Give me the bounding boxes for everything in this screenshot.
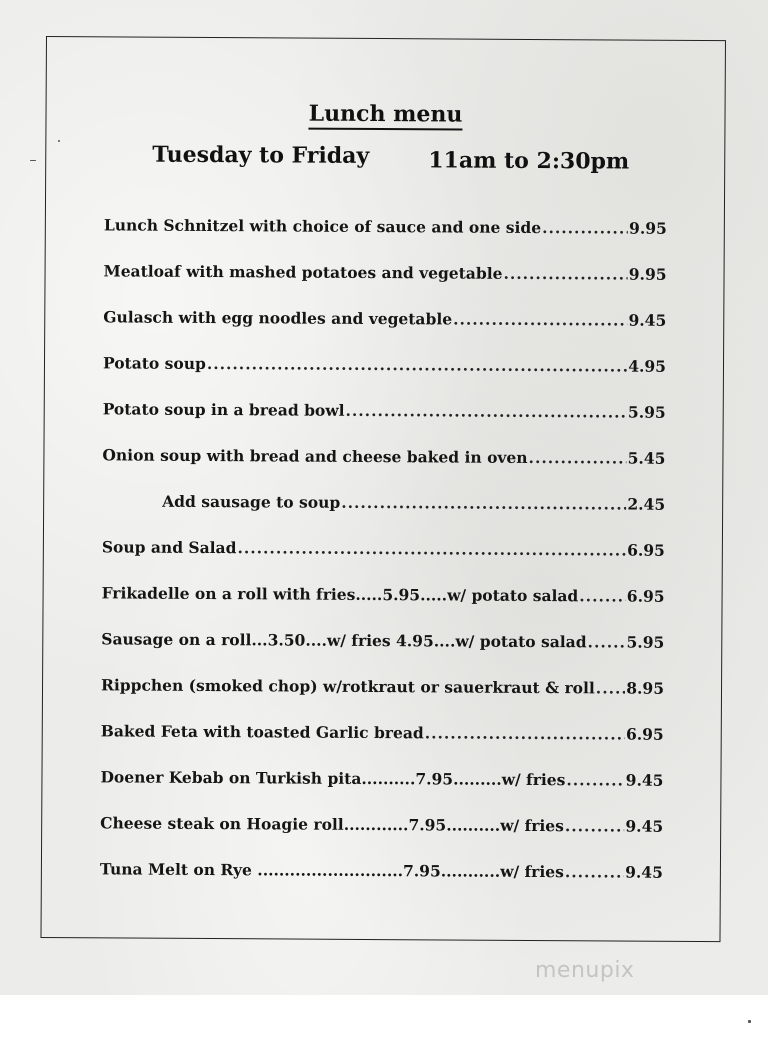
dot-leader bbox=[237, 538, 626, 559]
dot-leader bbox=[579, 586, 626, 605]
menu-item-name: Baked Feta with toasted Garlic bread bbox=[100, 721, 424, 743]
menu-item bbox=[101, 583, 664, 632]
menu-item-price: 9.45 bbox=[625, 862, 663, 882]
menu-item-price: 6.95 bbox=[627, 540, 665, 560]
menu-item bbox=[102, 445, 665, 494]
menu-item-name: Meatloaf with mashed potatoes and vegetable bbox=[103, 261, 503, 283]
dot-leader bbox=[596, 678, 626, 697]
menu-item-price: 9.95 bbox=[629, 218, 667, 238]
menu-item bbox=[100, 859, 663, 908]
menu-item-price: 9.45 bbox=[625, 770, 664, 790]
scan-speck bbox=[30, 160, 36, 161]
menu-item-price: 5.45 bbox=[627, 448, 666, 468]
menu-item bbox=[100, 813, 663, 862]
menu-item-name: Gulasch with egg noodles and vegetable bbox=[103, 307, 453, 329]
menu-item-name: Rippchen (smoked chop) w/rotkraut or sauerkraut & roll bbox=[100, 675, 595, 698]
dot-leader bbox=[565, 862, 624, 881]
watermark-logo: menupix bbox=[535, 958, 635, 983]
menu-item bbox=[101, 721, 664, 770]
dot-leader bbox=[529, 448, 627, 468]
menu-item-name: Cheese steak on Hoagie roll............7.95..........w/ fries bbox=[100, 813, 564, 836]
menu-item bbox=[102, 537, 665, 586]
dot-leader bbox=[341, 493, 626, 514]
menu-item bbox=[103, 399, 666, 448]
menu-item-price: 9.95 bbox=[628, 264, 667, 284]
menu-item-price: 4.95 bbox=[628, 356, 667, 376]
scan-speck bbox=[748, 1020, 751, 1023]
menu-item-price: 5.95 bbox=[626, 632, 665, 652]
dot-leader bbox=[503, 264, 627, 284]
menu-item-name: Sausage on a roll...3.50....w/ fries 4.95....w/ potato salad bbox=[101, 629, 587, 652]
menu-item bbox=[103, 307, 666, 356]
menu-item bbox=[103, 353, 666, 402]
menu-item bbox=[101, 675, 664, 724]
menu-item bbox=[101, 629, 664, 678]
dot-leader bbox=[542, 218, 628, 238]
menu-item-price: 5.95 bbox=[627, 402, 666, 422]
menu-border bbox=[40, 36, 725, 942]
menu-item-name: Potato soup in a bread bowl bbox=[102, 399, 345, 420]
menu-title-text: Lunch menu bbox=[309, 101, 463, 131]
menu-item-name: Frikadelle on a roll with fries.....5.95.....w/ potato salad bbox=[101, 583, 579, 606]
dot-leader bbox=[453, 309, 628, 329]
menu-item bbox=[104, 215, 667, 264]
menu-item bbox=[100, 767, 663, 816]
menu-item-name: Lunch Schnitzel with choice of sauce and one side bbox=[103, 215, 542, 238]
menu-item-name: Soup and Salad bbox=[101, 537, 237, 558]
menu-item-price: 6.95 bbox=[625, 724, 664, 744]
dot-leader bbox=[345, 401, 627, 422]
menu-hours: 11am to 2:30pm bbox=[428, 147, 630, 175]
menu-item-price: 9.45 bbox=[625, 816, 664, 836]
dot-leader bbox=[207, 354, 627, 376]
dot-leader bbox=[565, 816, 625, 835]
menu-item-price: 9.45 bbox=[628, 310, 667, 330]
menu-item bbox=[103, 261, 666, 310]
menu-item-name: Potato soup bbox=[102, 353, 206, 373]
menu-item-name: Doener Kebab on Turkish pita..........7.95.........w/ fries bbox=[100, 767, 566, 790]
menu-item-price: 6.95 bbox=[626, 586, 665, 606]
scan-bottom-margin bbox=[0, 995, 768, 1056]
dot-leader bbox=[588, 632, 626, 651]
dot-leader bbox=[425, 723, 625, 743]
menu-days: Tuesday to Friday bbox=[152, 141, 370, 169]
menu-item-list bbox=[100, 215, 667, 908]
menu-item-name: Onion soup with bread and cheese baked in oven bbox=[102, 445, 528, 467]
menu-item-addon bbox=[102, 491, 665, 540]
menu-title bbox=[46, 99, 724, 129]
menu-item-name: Add sausage to soup bbox=[162, 491, 341, 512]
menu-item-name: Tuna Melt on Rye ...........................7.95...........w/ fries bbox=[99, 859, 564, 882]
menu-item-price: 2.45 bbox=[627, 494, 666, 514]
menu-item-price: 8.95 bbox=[626, 678, 665, 698]
dot-leader bbox=[566, 770, 624, 789]
